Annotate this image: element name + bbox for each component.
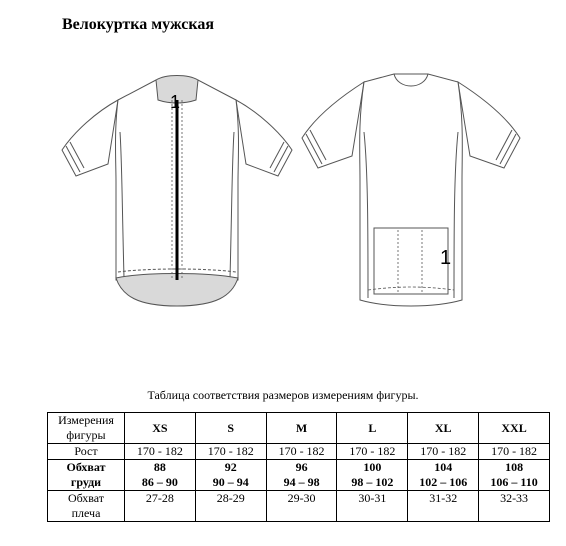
shoulder-label-cell: [48, 491, 125, 522]
chest-cell: [266, 460, 337, 491]
size-header-xxl: XXL: [479, 413, 550, 444]
height-cell: 170 - 182: [479, 444, 550, 460]
chest-main: 100: [363, 460, 382, 474]
table-row-chest: [48, 460, 550, 491]
chest-main: 96: [295, 460, 308, 474]
shoulder-cell: 30-31: [337, 491, 408, 522]
chest-label-line1: Обхват: [66, 460, 106, 474]
back-marker: 1: [440, 247, 452, 269]
size-table: [47, 412, 550, 522]
chest-main: 92: [224, 460, 237, 474]
chest-label-line2: груди: [70, 475, 102, 489]
shoulder-label-line1: Обхват: [67, 491, 105, 505]
jersey-front-drawing: [56, 72, 298, 312]
height-cell: 170 - 182: [195, 444, 266, 460]
height-cell: 170 - 182: [408, 444, 479, 460]
chest-main: 88: [153, 460, 166, 474]
chest-cell: [337, 460, 408, 491]
page-title: Велокуртка мужская: [62, 16, 214, 33]
shoulder-cell: 28-29: [195, 491, 266, 522]
jersey-back-drawing: [298, 72, 524, 318]
size-header-xs: XS: [125, 413, 196, 444]
height-cell: 170 - 182: [266, 444, 337, 460]
table-row-shoulder: [48, 491, 550, 522]
height-cell: 170 - 182: [337, 444, 408, 460]
chest-label-cell: [48, 460, 125, 491]
chest-cell: [195, 460, 266, 491]
chest-range: 90 – 94: [212, 475, 249, 489]
header-label-line2: фигуры: [66, 428, 106, 442]
chest-cell: [125, 460, 196, 491]
chest-main: 104: [434, 460, 453, 474]
size-header-m: M: [266, 413, 337, 444]
front-marker: 1: [170, 92, 181, 112]
chest-main: 108: [505, 460, 524, 474]
height-cell: 170 - 182: [125, 444, 196, 460]
chest-range: 98 – 102: [351, 475, 394, 489]
header-label-cell: [48, 413, 125, 444]
size-header-l: L: [337, 413, 408, 444]
size-header-xl: XL: [408, 413, 479, 444]
chest-range: 106 – 110: [490, 475, 538, 489]
shoulder-cell: 27-28: [125, 491, 196, 522]
table-row-height: [48, 444, 550, 460]
size-header-s: S: [195, 413, 266, 444]
chest-cell: [479, 460, 550, 491]
shoulder-label-line2: плеча: [71, 506, 101, 520]
height-label: Рост: [48, 444, 125, 460]
table-header-row: [48, 413, 550, 444]
chest-range: 86 – 90: [141, 475, 178, 489]
chest-cell: [408, 460, 479, 491]
chest-range: 94 – 98: [283, 475, 320, 489]
shoulder-cell: 32-33: [479, 491, 550, 522]
table-caption: Таблица соответствия размеров измерениям фигуры.: [147, 388, 419, 402]
shoulder-cell: 31-32: [408, 491, 479, 522]
header-label-line1: Измерения: [58, 413, 114, 427]
chest-range: 102 – 106: [419, 475, 468, 489]
shoulder-cell: 29-30: [266, 491, 337, 522]
